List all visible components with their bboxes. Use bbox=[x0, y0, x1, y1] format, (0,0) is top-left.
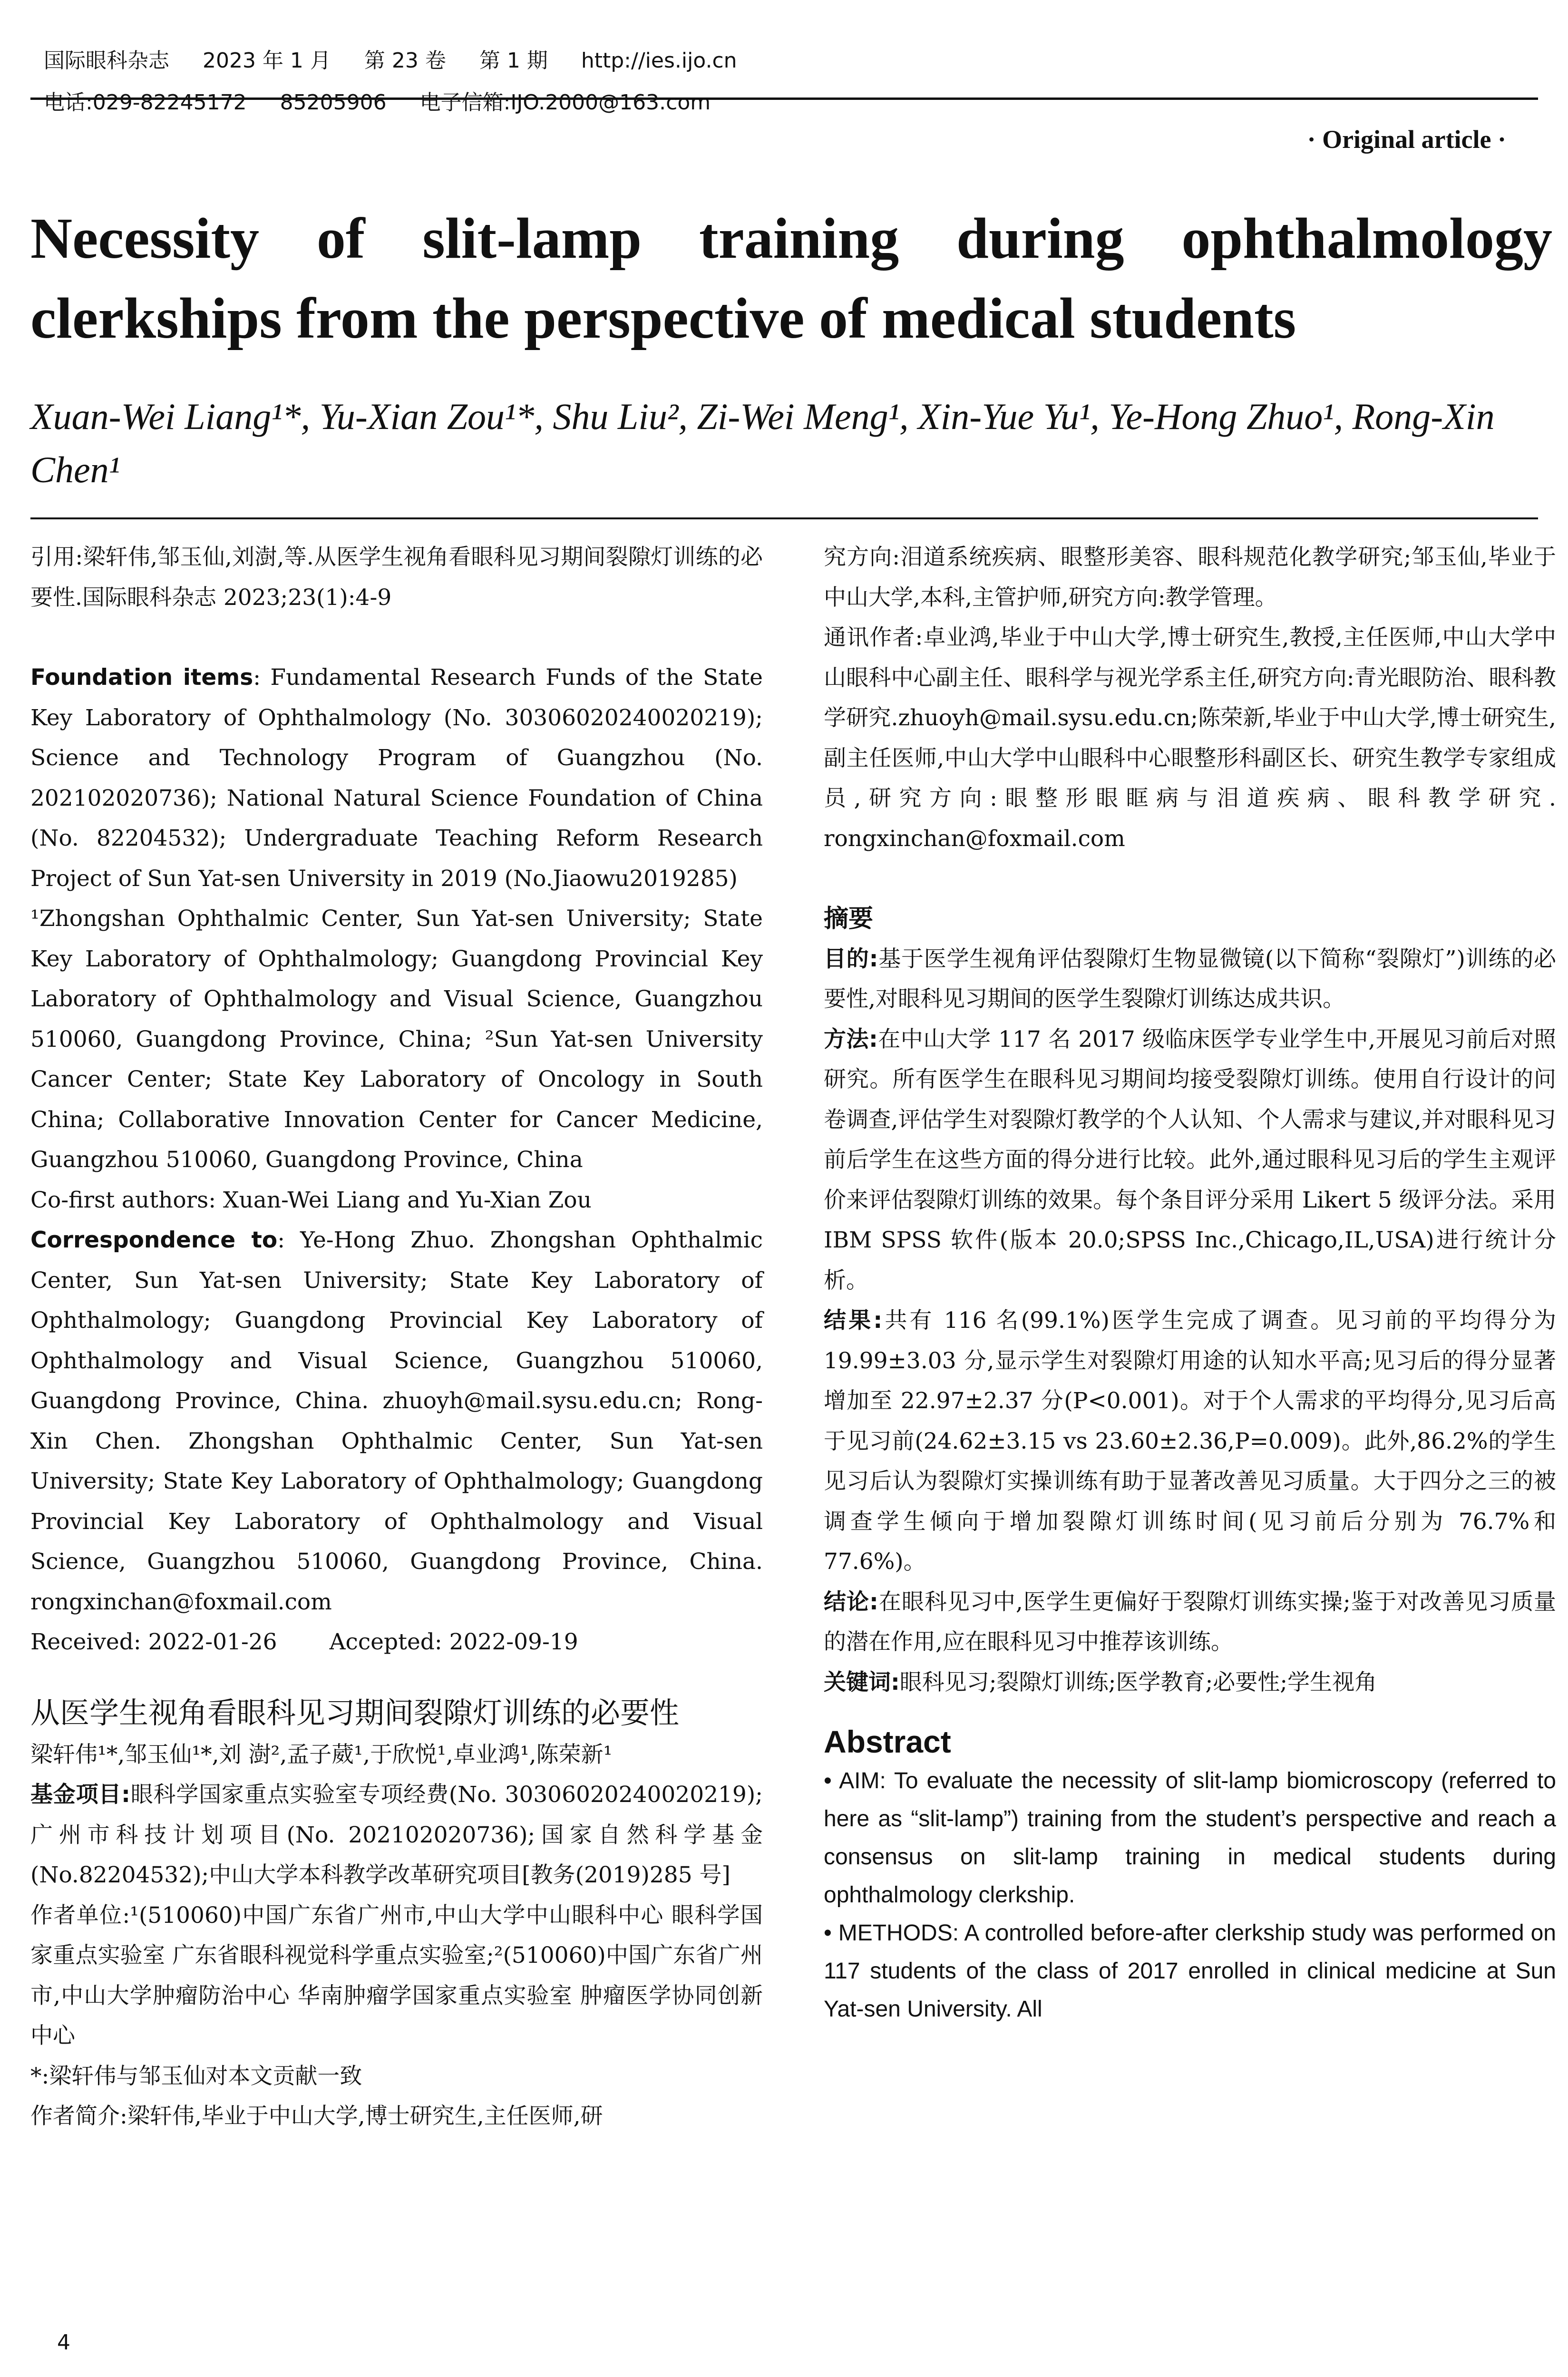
dates bbox=[30, 1622, 763, 1663]
running-header-line2 bbox=[30, 61, 744, 116]
chinese-authors: 梁轩伟¹*,邹玉仙¹*,刘 澍²,孟子葳¹,于欣悦¹,卓业鸿¹,陈荣新¹ bbox=[30, 1741, 613, 1768]
chinese-foundation-text: 眼科学国家重点实验室专项经费(No. 30306020240020219);广州市科技计划项目(No. 202102020736);国家自然科学基金(No.82204532);中山大学本科教学改革研究项目[教务(2019)285 号] bbox=[30, 1782, 763, 1888]
chinese-foundation-label: 基金项目: bbox=[30, 1782, 130, 1808]
results-cn-text: 共有 116 名(99.1%)医学生完成了调查。见习前的平均得分为 19.99±3.03 分,显示学生对裂隙灯用途的认知水平高;见习后的得分显著增加至 22.97±2.37 分(P<0.001)。对于个人需求的平均得分,见习后高于见习前(24.62±3.15 vs 23.60±2.36,P=0.009)。此外,86.2%的学生见习后认为裂隙灯实操训练有助于显著改善见习质量。大于四分之三的被调查学生倾向于增加裂隙灯训练时间(见习前后分别为 76.7%和 77.6%)。 bbox=[824, 1307, 1556, 1575]
left-column bbox=[30, 537, 763, 2137]
abstract-heading: Abstract bbox=[824, 1724, 951, 1759]
correspondence bbox=[30, 1220, 763, 1622]
article-type: · Original article · bbox=[1307, 125, 1506, 154]
article-title: Necessity of slit-lamp training during ophthalmology clerkships from the perspective of medical students bbox=[30, 206, 1552, 351]
correspondence-text: : Ye-Hong Zhuo. Zhongshan Ophthalmic Center, Sun Yat-sen University; State Key Laboratory of Ophthalmology; Guangdong Provincial Key Laboratory of Ophthalmology and Visual Science, Guangzhou 510060, Guangdong Province, China. zhuoyh@mail.sysu.edu.cn; Rong-Xin Chen. Zhongshan Ophthalmic Center, Sun Yat-sen University; State Key Laboratory of Ophthalmology; Guangdong Provincial Key Laboratory of Ophthalmology and Visual Science, Guangzhou 510060, Guangdong Province, China. rongxinchan@foxmail.com bbox=[30, 1227, 763, 1615]
co-first-authors: Co-first authors: Xuan-Wei Liang and Yu-Xian Zou bbox=[30, 1187, 592, 1213]
email: 电子信箱:IJO.2000@163.com bbox=[419, 90, 711, 115]
results-cn bbox=[824, 1301, 1556, 1582]
author-bio: 作者简介:梁轩伟,毕业于中山大学,博士研究生,主任医师,研 bbox=[30, 2103, 603, 2129]
keywords-cn bbox=[824, 1663, 1556, 1703]
right-column bbox=[824, 537, 1556, 2028]
citation: 引用:梁轩伟,邹玉仙,刘澍,等.从医学生视角看眼科见习期间裂隙灯训练的必要性.国际眼科杂志 2023;23(1):4-9 bbox=[30, 544, 763, 611]
abstract-cn-heading: 摘要 bbox=[824, 905, 874, 933]
page-number: 4 bbox=[57, 2330, 70, 2355]
issue: 第 1 期 bbox=[479, 49, 548, 73]
issue-date: 2023 年 1 月 bbox=[202, 49, 331, 73]
aim-cn bbox=[824, 939, 1556, 1020]
results-cn-label: 结果: bbox=[824, 1307, 883, 1334]
author-list: Xuan-Wei Liang¹*, Yu-Xian Zou¹*, Shu Liu², Zi-Wei Meng¹, Xin-Yue Yu¹, Ye-Hong Zhuo¹, Rong-Xin Chen¹ bbox=[30, 396, 1495, 490]
keywords-cn-text: 眼科见习;裂隙灯训练;医学教育;必要性;学生视角 bbox=[899, 1669, 1377, 1695]
title-rule bbox=[30, 517, 1538, 519]
keywords-cn-label: 关键词: bbox=[824, 1669, 900, 1695]
journal-url: http://ies.ijo.cn bbox=[581, 49, 737, 73]
chinese-title: 从医学生视角看眼科见习期间裂隙灯训练的必要性 bbox=[30, 1695, 680, 1730]
affiliations: ¹Zhongshan Ophthalmic Center, Sun Yat-sen University; State Key Laboratory of Ophthalmology; Guangdong Provincial Key Laboratory of Ophthalmology and Visual Science, Guangzhou 510060, Guangdong Province, China; ²Sun Yat-sen University Cancer Center; State Key Laboratory of Oncology in South China; Collaborative Innovation Center for Cancer Medicine, Guangzhou 510060, Guangdong Province, China bbox=[30, 906, 763, 1173]
conclusion-cn-text: 在眼科见习中,医学生更偏好于裂隙灯训练实操;鉴于对改善见习质量的潜在作用,应在眼科见习中推荐该训练。 bbox=[824, 1588, 1556, 1655]
abstract-aim: • AIM: To evaluate the necessity of slit-lamp biomicroscopy (referred to here as “slit-lamp”) training from the student’s perspective and reach a consensus on slit-lamp training in medical students during ophthalmology clerkship. bbox=[824, 1768, 1556, 1908]
conclusion-cn-label: 结论: bbox=[824, 1588, 878, 1615]
volume: 第 23 卷 bbox=[364, 49, 446, 73]
phone-2: 85205906 bbox=[280, 90, 387, 115]
author-bio-continued: 究方向:泪道系统疾病、眼整形美容、眼科规范化教学研究;邹玉仙,毕业于中山大学,本科,主管护师,研究方向:教学管理。 bbox=[824, 544, 1556, 611]
accepted-date: Accepted: 2022-09-19 bbox=[329, 1629, 578, 1655]
methods-cn bbox=[824, 1020, 1556, 1301]
foundation-items bbox=[30, 658, 763, 899]
corresponding-author-cn: 通讯作者:卓业鸿,毕业于中山大学,博士研究生,教授,主任医师,中山大学中山眼科中心副主任、眼科学与视光学系主任,研究方向:青光眼防治、眼科教学研究.zhuoyh@mail.sysu.edu.cn;陈荣新,毕业于中山大学,博士研究生,副主任医师,中山大学中山眼科中心眼整形科副区长、研究生教学专家组成员,研究方向:眼整形眼眶病与泪道疾病、眼科教学研究. rongxinchan@foxmail.com bbox=[824, 624, 1556, 852]
contribution-note: *:梁轩伟与邹玉仙对本文贡献一致 bbox=[30, 2063, 362, 2089]
methods-cn-label: 方法: bbox=[824, 1026, 878, 1052]
phone: 电话:029-82245172 bbox=[43, 90, 247, 115]
correspondence-label: Correspondence to bbox=[30, 1227, 278, 1253]
foundation-label: Foundation items bbox=[30, 664, 253, 691]
aim-cn-label: 目的: bbox=[824, 945, 878, 972]
abstract-methods: • METHODS: A controlled before-after clerkship study was performed on 117 students of the class of 2017 enrolled in clinical medicine at Sun Yat-sen University. All bbox=[824, 1920, 1556, 2022]
conclusion-cn bbox=[824, 1582, 1556, 1663]
methods-cn-text: 在中山大学 117 名 2017 级临床医学专业学生中,开展见习前后对照研究。所有医学生在眼科见习期间均接受裂隙灯训练。使用自行设计的问卷调查,评估学生对裂隙灯教学的个人认知、个人需求与建议,并对眼科见习前后学生在这些方面的得分进行比较。此外,通过眼科见习后的学生主观评价来评估裂隙灯训练的效果。每个条目评分采用 Likert 5 级评分法。采用 IBM SPSS 软件(版本 20.0;SPSS Inc.,Chicago,IL,USA)进行统计分析。 bbox=[824, 1026, 1556, 1294]
aim-cn-text: 基于医学生视角评估裂隙灯生物显微镜(以下简称“裂隙灯”)训练的必要性,对眼科见习期间的医学生裂隙灯训练达成共识。 bbox=[824, 945, 1556, 1012]
journal-name: 国际眼科杂志 bbox=[43, 49, 169, 73]
header-rule bbox=[30, 97, 1538, 100]
foundation-text: : Fundamental Research Funds of the State Key Laboratory of Ophthalmology (No. 30306020240020219); Science and Technology Program of Guangzhou (No. 202102020736); National Natural Science Foundation of China (No. 82204532); Undergraduate Teaching Reform Research Project of Sun Yat-sen University in 2019 (No.Jiaowu2019285) bbox=[30, 664, 763, 892]
chinese-foundation bbox=[30, 1775, 763, 1896]
chinese-affiliations: 作者单位:¹(510060)中国广东省广州市,中山大学中山眼科中心 眼科学国家重点实验室 广东省眼科视觉科学重点实验室;²(510060)中国广东省广州市,中山大学肿瘤防治中心 华南肿瘤学国家重点实验室 肿瘤医学协同创新中心 bbox=[30, 1902, 763, 2049]
received-date: Received: 2022-01-26 bbox=[30, 1629, 277, 1655]
